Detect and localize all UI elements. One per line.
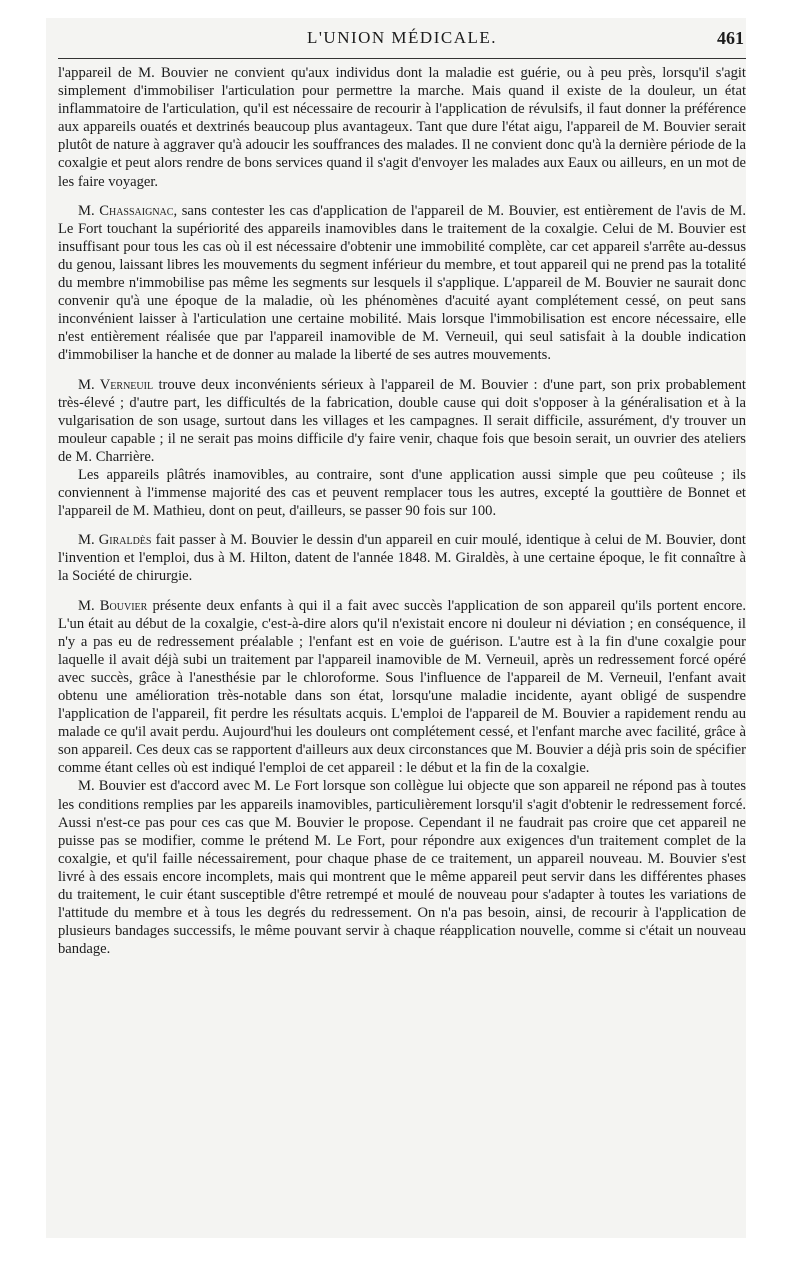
paragraph-text: , sans contester les cas d'application de l'appareil de M. Bouvier, est entièrement de l'avis de M. Le Fort touchant la supériorité des appareils inamovibles dans le traitement de la coxalgie. Celui de M. Bouvier est insuffisant pour tous les cas où il est nécessaire d'obtenir une immobilité complète, car cet appareil s'arrête au-dessus du genou, laissant libres les mouvements du segment inférieur du membre, et tout appareil qui ne prend pas la totalité du membre n'immobilise pas même les segments sur lesquels il s'applique. L'appareil de M. Bouvier ne saurait donc convenir qu'à une époque de la maladie, où les phénomènes d'acuité ayant complétement cessé, on peut sans inconvénient laisser à l'articulation une certaine mobilité. Mais lorsque l'immobilisation est encore nécessaire, elle n'est entièrement réalisée que par l'appareil inamovible de M. Verneuil, qui seul satisfait à la double indication d'immobiliser la hanche et de donner au malade la liberté de ses autres mouvements.: [58, 202, 746, 364]
paragraph-text: trouve deux inconvénients sérieux à l'appareil de M. Bouvier : d'une part, son prix probablement très-élevé ; d'autre part, les difficultés de la fabrication, double cause qui doit s'opposer à la généralisation et à la vulgarisation de son usage, surtout dans les villages et les campagnes. Il serait difficile, assurément, d'y trouver un mouleur capable ; il ne serait pas moins difficile d'y faire venir, chaque fois que besoin serait, un ouvrier des ateliers de M. Charrière.: [58, 376, 746, 465]
paragraph: [58, 777, 746, 958]
paragraph-text: présente deux enfants à qui il a fait avec succès l'application de son appareil qu'ils portent encore. L'un était au début de la coxalgie, c'est-à-dire alors qu'il n'existait encore ni douleur ni déviation ; en conséquence, il n'y a pas eu de redressement préalable ; l'enfant est en voie de guérison. L'autre est à la fin d'une coxalgie pour laquelle il avait déjà subi un traitement par l'appareil inamovible de M. Verneuil, après un redressement forcé opéré avec succès, grâce à l'anesthésie par le chloroforme. Sous l'influence de l'appareil de M. Verneuil, l'enfant avait obtenu une amélioration très-notable dans son état, lorsqu'une maladie incidente, ayant obligé de suspendre l'application de l'appareil, fit perdre les résultats acquis. L'emploi de l'appareil de M. Bouvier a rapidement rendu au malade ce qu'il avait perdu. Aujourd'hui les douleurs ont complétement cessé, et l'enfant marche avec facilité, grâce à son appareil. Ces deux cas se rapportent d'ailleurs aux deux circonstances que M. Bouvier a déjà pris soin de spécifier comme étant celles où est indiqué l'emploi de cet appareil : le début et la fin de la coxalgie.: [58, 597, 747, 777]
paragraph-text: Les appareils plâtrés inamovibles, au contraire, sont d'une application aussi simple que peu coûteuse ; ils conviennent à l'immense majorité des cas et peuvent remplacer tous les autres, excepté la gouttière de Bonnet et l'appareil de M. Mathieu, dont on peut, d'ailleurs, se passer 90 fois sur 100.: [58, 466, 746, 520]
paragraph: [58, 466, 746, 520]
paragraph: [58, 376, 746, 466]
journal-title: L'UNION MÉDICALE.: [306, 28, 498, 47]
page-number: 461: [717, 28, 744, 48]
article-body: [58, 64, 746, 958]
paragraph: [58, 64, 746, 191]
speaker-name: M. Verneuil: [78, 376, 154, 393]
paragraph: [58, 202, 746, 365]
speaker-name: M. Giraldès: [78, 532, 152, 549]
speaker-name: M. Bouvier: [78, 597, 148, 614]
paragraph: [58, 531, 746, 585]
paragraph: [58, 597, 746, 778]
journal-page: [46, 18, 746, 1238]
paragraph-text: fait passer à M. Bouvier le dessin d'un appareil en cuir moulé, identique à celui de M. Bouvier, dont l'invention et l'emploi, dus à M. Hilton, datent de l'année 1848. M. Giraldès, à une certaine époque, le fit connaître à la Société de chirurgie.: [58, 532, 746, 585]
speaker-name: M. Chassaignac: [78, 202, 174, 219]
running-header: [58, 28, 746, 59]
paragraph-text: l'appareil de M. Bouvier ne convient qu'aux individus dont la maladie est guérie, ou à peu près, lorsqu'il s'agit simplement d'immobiliser l'articulation pour permettre la marche. Mais quand il existe de la douleur, un état inflammatoire de l'articulation, qu'il est nécessaire de recourir à l'application de révulsifs, il faut donner la préférence aux appareils ouatés et dextrinés beaucoup plus avantageux. Tant que dure l'état aigu, l'appareil de M. Bouvier serait plutôt de nature à aggraver qu'à adoucir les souffrances des malades. Il ne convient donc qu'à la dernière période de la coxalgie et peut alors rendre de bons services quand il s'agit d'envoyer les malades aux Eaux ou ailleurs, en un mot de les faire voyager.: [58, 65, 746, 190]
paragraph-text: M. Bouvier est d'accord avec M. Le Fort lorsque son collègue lui objecte que son appareil ne répond pas à toutes les conditions remplies par les appareils inamovibles, particulièrement lorsqu'il s'agit d'obtenir le redressement forcé. Aussi n'est-ce pas pour ces cas que M. Bouvier le propose. Cependant il ne faudrait pas croire que cet appareil ne puisse pas se modifier, comme le prétend M. Le Fort, pour répondre aux exigences d'un traitement complet de la coxalgie, et qu'il faille nécessairement, pour chaque phase de ce traitement, un appareil nouveau. M. Bouvier s'est livré à des essais encore incomplets, mais qui montrent que le même appareil peut servir dans les différentes phases du traitement, le cuir étant susceptible d'être retrempé et moulé de nouveau pour s'adapter à toutes les variations de l'attitude du membre et à tous les degrés du redressement. On n'a pas besoin, ainsi, de recourir à l'application de plusieurs bandages successifs, le même pouvant servir à chaque réapplication nouvelle, comme si c'était un nouveau bandage.: [58, 778, 746, 958]
